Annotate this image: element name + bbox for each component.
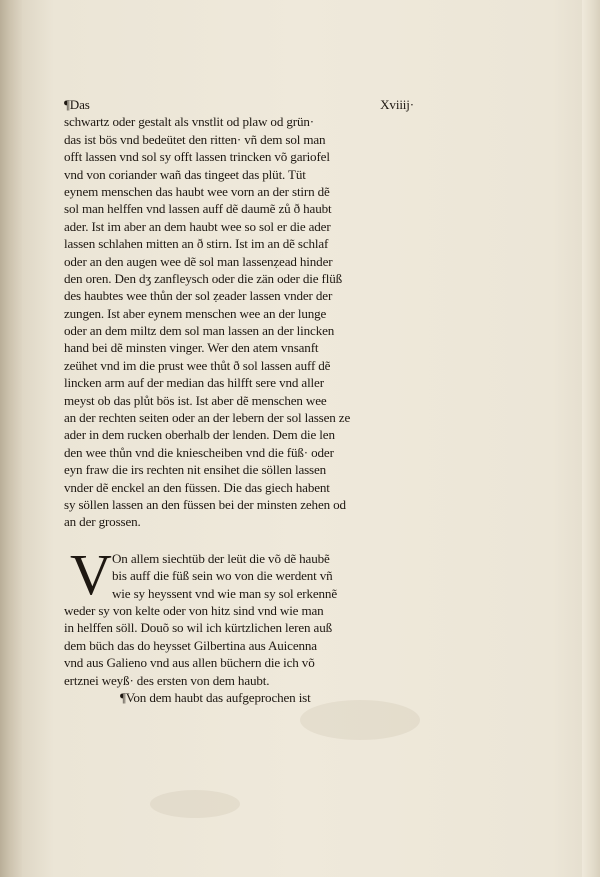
page-edge: [582, 0, 600, 877]
text-line: meyst ob das plůt bös ist. Ist aber dẽ menschen wee: [64, 392, 327, 408]
text-line: ader. Ist im aber an dem haubt wee so sol er die ader: [64, 218, 331, 234]
text-line: oder an dem miltz dem sol man lassen an der lincken: [64, 323, 335, 339]
text-line: On allem siechtüb der leüt die võ dẽ haubẽ: [112, 550, 330, 566]
text-line: eynem menschen das haubt wee vorn an der stirn dẽ: [64, 183, 330, 199]
paragraph-2: [64, 541, 414, 707]
text-line: sy söllen lassen an den füssen bei der minsten zehen od: [64, 496, 346, 512]
text-line: lincken arm auf der median das hilfft sere vnd aller: [64, 375, 324, 391]
text-line: eyn fraw die irs rechten nit ensihet die söllen lassen: [64, 462, 327, 478]
paper-stain: [150, 790, 240, 818]
text-line: oder an den augen wee dẽ sol man lassenẓead hinder: [64, 253, 333, 269]
text-line: dem büch das do heysset Gilbertina aus Auicenna: [64, 637, 317, 653]
text-line: weder sy von kelte oder von hitz sind vnd wie man: [64, 602, 324, 618]
text-line: lassen schlahen mitten an ð stirn. Ist im an dẽ schlaf: [64, 236, 329, 252]
folio-number: Xviiij·: [380, 97, 414, 112]
running-header: [64, 96, 414, 113]
page-text: [64, 96, 414, 706]
text-line: wie sy heyssent vnd wie man sy sol erkennẽ: [112, 585, 337, 601]
text-line: in helffen söll. Douõ so wil ich kürtzlichen leren auß: [64, 620, 333, 636]
text-line: den wee thůn vnd die kniescheiben vnd die füß· oder: [64, 444, 334, 460]
text-line: ader in dem rucken oberhalb der lenden. Dem die len: [64, 427, 335, 443]
text-line: an der rechten seiten oder an der lebern der sol lassen ze: [64, 410, 351, 426]
text-line: vnder dẽ enckel an den füssen. Die das giech habent: [64, 479, 330, 495]
text-line: den oren. Den dʒ zanfleysch oder die zän oder die flüß: [64, 270, 343, 286]
text-line: ertznei weyß· des ersten von dem haubt.: [64, 672, 270, 688]
text-line: offt lassen vnd sol sy offt lassen trincken võ gariofel: [64, 149, 330, 165]
text-line: vnd aus Galieno vnd aus allen büchern die ich võ: [64, 655, 315, 671]
header-title: ¶Das: [64, 97, 90, 112]
binding-gutter: [0, 0, 22, 877]
text-line: bis auff die füß sein wo von die werdent vñ: [112, 568, 333, 584]
text-line: das ist bös vnd bedeütet den ritten· vñ dem sol man: [64, 131, 326, 147]
text-line: schwartz oder gestalt als vnstlit od plaw od grün·: [64, 114, 314, 130]
text-line: an der grossen.: [64, 514, 141, 530]
text-line: hand bei dẽ minsten vinger. Wer den atem vnsanft: [64, 340, 319, 356]
drop-cap-initial: V: [70, 541, 112, 607]
paragraph-1: [64, 113, 414, 530]
text-line: zungen. Ist aber eynem menschen wee an der lunge: [64, 305, 327, 321]
section-heading: ¶Von dem haubt das aufgeprochen ist: [120, 689, 311, 705]
text-line: zeühet vnd im die prust wee thůt ð sol lassen auff dẽ: [64, 357, 331, 373]
text-line: vnd von coriander wañ das tingeet das plüt. Tüt: [64, 166, 306, 182]
text-line: des haubtes wee thůn der sol ẓeader lassen vnder der: [64, 288, 333, 304]
text-line: sol man helffen vnd lassen auff dẽ daumẽ zů ð haubt: [64, 201, 332, 217]
